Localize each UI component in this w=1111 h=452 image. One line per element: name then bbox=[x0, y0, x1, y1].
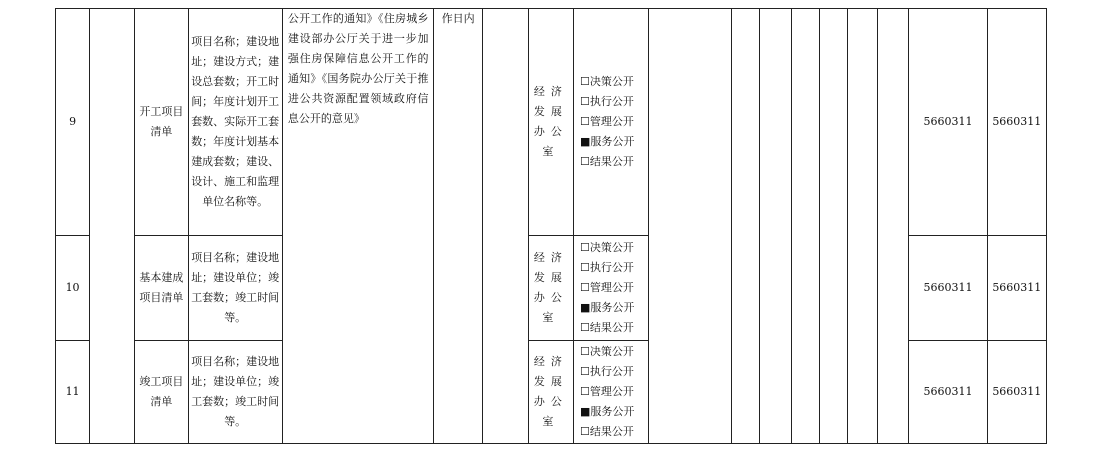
table-row bbox=[56, 9, 1047, 236]
empty-cell bbox=[759, 9, 791, 444]
option-result: ☐结果公开 bbox=[580, 321, 634, 334]
disclosure-options bbox=[574, 9, 649, 236]
option-result: ☐结果公开 bbox=[580, 425, 634, 438]
empty-cell bbox=[791, 9, 819, 444]
option-execution: ☐执行公开 bbox=[580, 95, 634, 108]
disclosure-options bbox=[574, 236, 649, 341]
row-number: 10 bbox=[56, 236, 90, 341]
empty-cell bbox=[731, 9, 759, 444]
option-decision: ☐决策公开 bbox=[580, 75, 634, 88]
item-content: 项目名称；建设地址；建设单位；竣工套数；竣工时间等。 bbox=[188, 236, 282, 341]
time-limit-text: 作日内 bbox=[434, 9, 482, 444]
phone-number: 5660311 bbox=[987, 236, 1046, 341]
option-execution: ☐执行公开 bbox=[580, 365, 634, 378]
empty-cell bbox=[848, 9, 878, 444]
option-service: ■服务公开 bbox=[580, 301, 635, 314]
phone-number: 5660311 bbox=[987, 341, 1046, 444]
item-name: 竣工项目清单 bbox=[135, 341, 188, 444]
category-cell bbox=[90, 9, 135, 444]
phone-number: 5660311 bbox=[909, 236, 987, 341]
item-name: 基本建成项目清单 bbox=[135, 236, 188, 341]
empty-cell bbox=[649, 9, 731, 444]
option-service: ■服务公开 bbox=[580, 135, 635, 148]
row-number: 9 bbox=[56, 9, 90, 236]
option-result: ☐结果公开 bbox=[580, 155, 634, 168]
item-name: 开工项目清单 bbox=[135, 9, 188, 236]
empty-cell bbox=[819, 9, 847, 444]
disclosure-options bbox=[574, 341, 649, 444]
row-number: 11 bbox=[56, 341, 90, 444]
option-management: ☐管理公开 bbox=[580, 385, 634, 398]
option-service: ■服务公开 bbox=[580, 405, 635, 418]
department-name: 经济发展办公室 bbox=[528, 9, 573, 236]
option-management: ☐管理公开 bbox=[580, 115, 634, 128]
disclosure-table bbox=[55, 8, 1047, 444]
option-execution: ☐执行公开 bbox=[580, 261, 634, 274]
option-decision: ☐决策公开 bbox=[580, 345, 634, 358]
option-management: ☐管理公开 bbox=[580, 281, 634, 294]
item-content: 项目名称；建设地址；建设单位；竣工套数；竣工时间等。 bbox=[188, 341, 282, 444]
basis-text: 公开工作的通知》《住房城乡建设部办公厅关于进一步加强住房保障信息公开工作的通知》《国务院办公厅关于推进公共资源配置领域政府信息公开的意见》 bbox=[282, 9, 434, 444]
empty-cell bbox=[878, 9, 909, 444]
phone-number: 5660311 bbox=[909, 341, 987, 444]
empty-cell bbox=[482, 9, 528, 444]
phone-number: 5660311 bbox=[987, 9, 1046, 236]
item-content: 项目名称；建设地址；建设方式；建设总套数；开工时间；年度计划开工套数、实际开工套数；年度计划基本建成套数；建设、设计、施工和监理单位名称等。 bbox=[188, 9, 282, 236]
department-name: 经济发展办公室 bbox=[528, 236, 573, 341]
department-name: 经济发展办公室 bbox=[528, 341, 573, 444]
option-decision: ☐决策公开 bbox=[580, 241, 634, 254]
phone-number: 5660311 bbox=[909, 9, 987, 236]
